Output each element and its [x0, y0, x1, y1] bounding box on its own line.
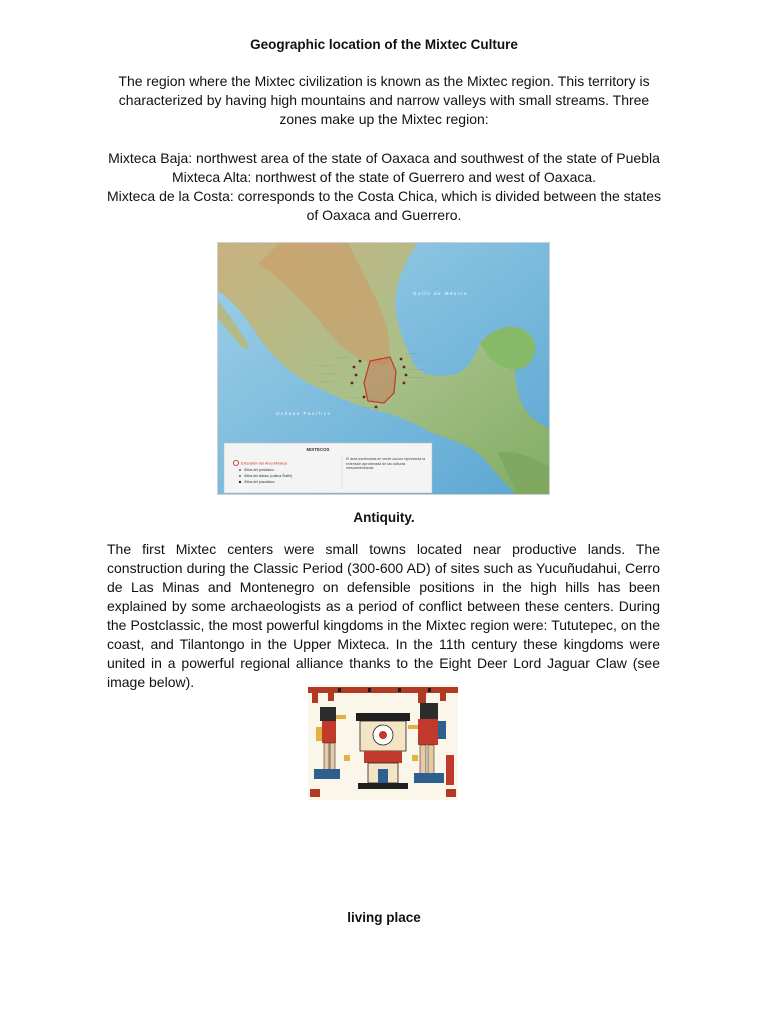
mixtec-region-map: [217, 242, 550, 495]
legend-note: El área sombreada en verde oscuro representa la extensión aproximada de las culturas mesoamericanas: [346, 457, 426, 471]
section-heading-living-place: living place: [347, 910, 421, 925]
svg-text:· · · · · · · · ·: · · · · · · · · ·: [316, 364, 335, 368]
svg-text:· · · · ·: · · · · ·: [348, 396, 358, 400]
svg-text:· · · · · · · ·: · · · · · · · ·: [318, 380, 335, 384]
legend-item-preclassic: Sitios del preclásico: [244, 468, 274, 472]
svg-text:· · · · · · ·: · · · · · · ·: [406, 352, 421, 356]
zone-mixteca-baja: Mixteca Baja: northwest area of the state of Oaxaca and southwest of the state of Puebla: [108, 150, 660, 166]
legend-item-area: Extensión del Área Mixteca: [241, 461, 288, 466]
codex-illustration: [308, 685, 458, 800]
mixtec-codex-image: [308, 685, 458, 800]
svg-text:· · · · · ·: · · · · · ·: [364, 406, 377, 410]
section-heading-antiquity: Antiquity.: [353, 510, 415, 525]
mixtec-area-outline: [364, 357, 396, 403]
svg-text:· · · · · · ·: · · · · · · ·: [410, 368, 425, 372]
map-graphic: [218, 243, 550, 495]
document-title: Geographic location of the Mixtec Culture: [250, 37, 518, 52]
intro-paragraph: The region where the Mixtec civilization is known as the Mixtec region. This territory is characterized by having high mountains and narrow valleys with small streams. Three zones make up the Mixtec region:: [118, 73, 650, 127]
map-legend: [224, 443, 432, 493]
svg-text:· · · · · · · ·: · · · · · · · ·: [408, 376, 425, 380]
zones-list: [100, 149, 668, 225]
zone-mixteca-alta: Mixteca Alta: northwest of the state of Guerrero and west of Oaxaca.: [171, 169, 597, 185]
svg-text:· · · · · · ·: · · · · · · ·: [322, 372, 337, 376]
legend-title: MIXTECOS: [306, 447, 330, 452]
gulf-label: Golfo de México: [413, 291, 469, 296]
legend-note-wrap: [346, 457, 430, 489]
svg-text:· · · · · · ·: · · · · · · ·: [336, 356, 351, 360]
legend-item-postclassic: Sitios del posclásico: [244, 480, 275, 484]
zone-mixteca-costa: Mixteca de la Costa: corresponds to the Costa Chica, which is divided between the states of Oaxaca and Guerrero.: [106, 188, 662, 223]
svg-text:· · · · · ·: · · · · · ·: [410, 360, 423, 364]
legend-item-classic: Sitios del clásico (cultura Ñuiñe): [244, 474, 293, 478]
antiquity-paragraph: The first Mixtec centers were small towns located near productive lands. The construction during the Classic Period (300-600 AD) of sites such as Yucuñudahui, Cerro de Las Minas and Montenegro on defensible positions in the high hills has been explained by some archaeologists as a period of conflict between these centers. During the Postclassic, the most powerful kingdoms in the Mixtec region were: Tututepec, on the coast, and Tilantongo in the Upper Mixteca. In the 11th century these kingdoms were united in a powerful regional alliance thanks to the Eight Deer Lord Jaguar Claw (see image below).: [107, 541, 660, 690]
ocean-label: Océano Pacífico: [276, 411, 332, 416]
